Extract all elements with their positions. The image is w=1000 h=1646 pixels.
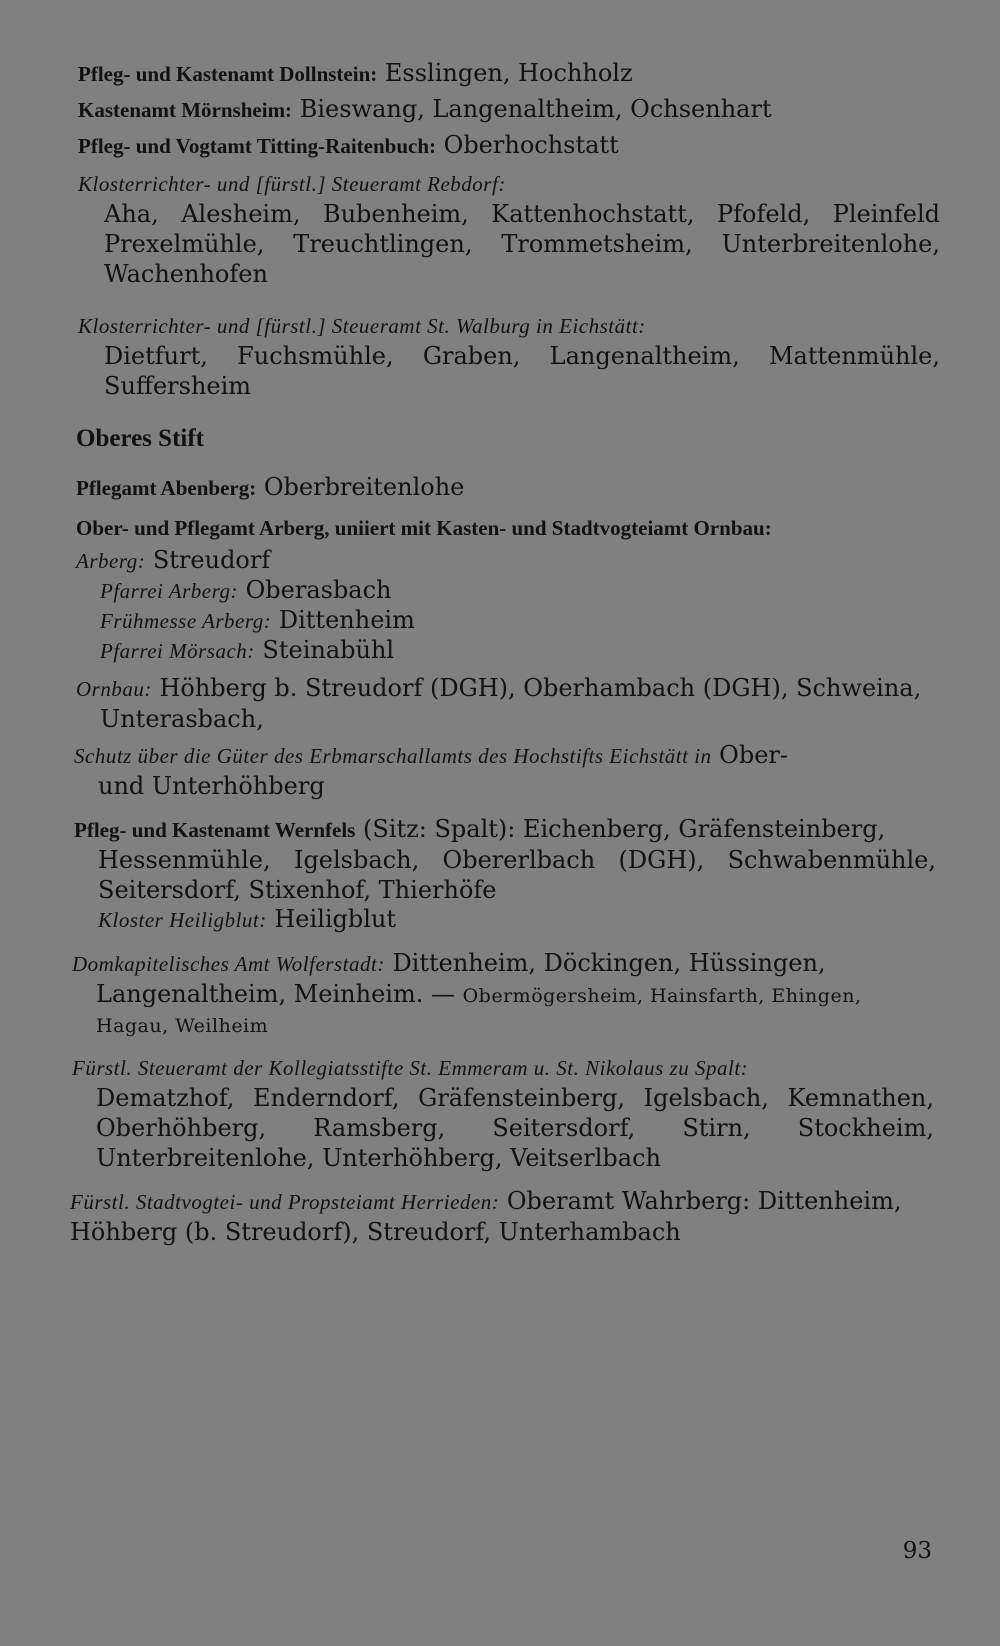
entry-heading: Arberg: xyxy=(76,549,146,573)
entry-arberg xyxy=(76,545,938,576)
entry-schutz xyxy=(74,740,936,801)
entry-heading: Pfleg- und Kastenamt Wernfels xyxy=(74,818,356,842)
entry-heading: Schutz über die Güter des Erbmarschallamts des Hochstifts Eichstätt in xyxy=(74,744,712,768)
entry-spalt xyxy=(72,1052,934,1173)
entry-heading: Fürstl. Steueramt der Kollegiatsstifte St. Emmeram u. St. Nikolaus zu Spalt: xyxy=(72,1056,749,1080)
entry-heading: Pflegamt Abenberg: xyxy=(76,476,257,500)
entry-places-continued xyxy=(72,979,934,1011)
entry-places: Aha, Alesheim, Bubenheim, Kattenhochstatt, Pfofeld, Pleinfeld Prexelmühle, Treuchtlingen, Trommetsheim, Unterbreitenlohe, Wachenhofen xyxy=(104,200,940,288)
entry-places: Bieswang, Langenaltheim, Ochsenhart xyxy=(292,95,772,123)
entry-kloster-heiligblut xyxy=(98,904,936,935)
entry-abenberg xyxy=(76,472,938,503)
entry-places: Heiligblut xyxy=(266,905,397,933)
entry-pfarrei-arberg xyxy=(100,575,936,606)
entry-places: Dittenheim xyxy=(271,606,415,634)
entry-places: Oberasbach xyxy=(237,576,392,604)
entry-titting xyxy=(78,130,940,161)
entry-arberg-heading xyxy=(76,512,938,543)
entry-fruehmesse-arberg xyxy=(100,605,936,636)
entry-places: Dittenheim, Döckingen, Hüssingen, xyxy=(384,949,826,977)
entry-places: Oberbreitenlohe xyxy=(256,473,465,501)
page-number: 93 xyxy=(902,1538,932,1564)
entry-heading: Domkapitelisches Amt Wolferstadt: xyxy=(72,952,385,976)
entry-heading: Kastenamt Mörnsheim: xyxy=(78,98,293,122)
entry-places: Dematzhof, Enderndorf, Gräfensteinberg, Igelsbach, Kemnathen, Oberhöhberg, Ramsberg, Seitersdorf, Stirn, Stockheim, Unterbreitenlohe, Unterhöhberg, Veitserlbach xyxy=(96,1084,934,1172)
entry-places-small-continued: Hagau, Weilheim xyxy=(96,1015,269,1037)
entry-moernsheim xyxy=(78,94,940,125)
entry-places: Streudorf xyxy=(145,546,271,574)
entry-places: (Sitz: Spalt): Eichenberg, Gräfensteinberg, xyxy=(355,815,886,843)
entry-heading: Ornbau: xyxy=(76,677,152,701)
entry-pfarrei-moersach xyxy=(100,635,936,666)
entry-places: Höhberg b. Streudorf (DGH), Oberhambach (DGH), Schweina, xyxy=(151,674,922,702)
entry-wolferstadt xyxy=(72,948,934,1041)
section-title: Oberes Stift xyxy=(76,425,204,452)
entry-ornbau xyxy=(76,673,938,734)
entry-rebdorf xyxy=(78,168,940,289)
entry-heading: Pfarrei Arberg: xyxy=(100,579,238,603)
entry-dollnstein xyxy=(78,58,940,89)
entry-places: Steinabühl xyxy=(254,636,395,664)
entry-places-line: Langenaltheim, Meinheim. — xyxy=(96,980,463,1008)
entry-heading: Pfarrei Mörsach: xyxy=(100,639,255,663)
entry-places-small: Obermögersheim, Hainsfarth, Ehingen, xyxy=(462,985,862,1007)
entry-heading: Kloster Heiligblut: xyxy=(98,908,267,932)
entry-heading: Fürstl. Stadtvogtei- und Propsteiamt Herrieden: xyxy=(70,1190,500,1214)
entry-places: Ober- xyxy=(711,741,788,769)
entry-wernfels xyxy=(74,814,936,905)
entry-places: Esslingen, Hochholz xyxy=(377,59,633,87)
entry-places-continued: Hessenmühle, Igelsbach, Obererlbach (DGH), Schwabenmühle, Seitersdorf, Stixenhof, Thierhöfe xyxy=(98,846,936,904)
entry-herrieden xyxy=(70,1186,932,1247)
entry-places: Oberhochstatt xyxy=(436,131,619,159)
entry-heading: Klosterrichter- und [fürstl.] Steueramt St. Walburg in Eichstätt: xyxy=(78,314,646,338)
entry-heading: Pfleg- und Vogtamt Titting-Raitenbuch: xyxy=(78,134,437,158)
entry-places-continued: und Unterhöhberg xyxy=(98,772,325,800)
entry-heading: Klosterrichter- und [fürstl.] Steueramt Rebdorf: xyxy=(78,172,506,196)
entry-places: Dietfurt, Fuchsmühle, Graben, Langenaltheim, Mattenmühle, Suffersheim xyxy=(104,342,940,400)
entry-places-continued: Unterasbach, xyxy=(100,705,264,733)
entry-heading: Frühmesse Arberg: xyxy=(100,609,272,633)
entry-st-walburg xyxy=(78,310,940,401)
entry-places: Oberamt Wahrberg: Dittenheim, Höhberg (b. Streudorf), Streudorf, Unterhambach xyxy=(70,1187,902,1246)
entry-heading: Pfleg- und Kastenamt Dollnstein: xyxy=(78,62,378,86)
entry-heading: Ober- und Pflegamt Arberg, uniiert mit Kasten- und Stadtvogteiamt Ornbau: xyxy=(76,516,772,540)
